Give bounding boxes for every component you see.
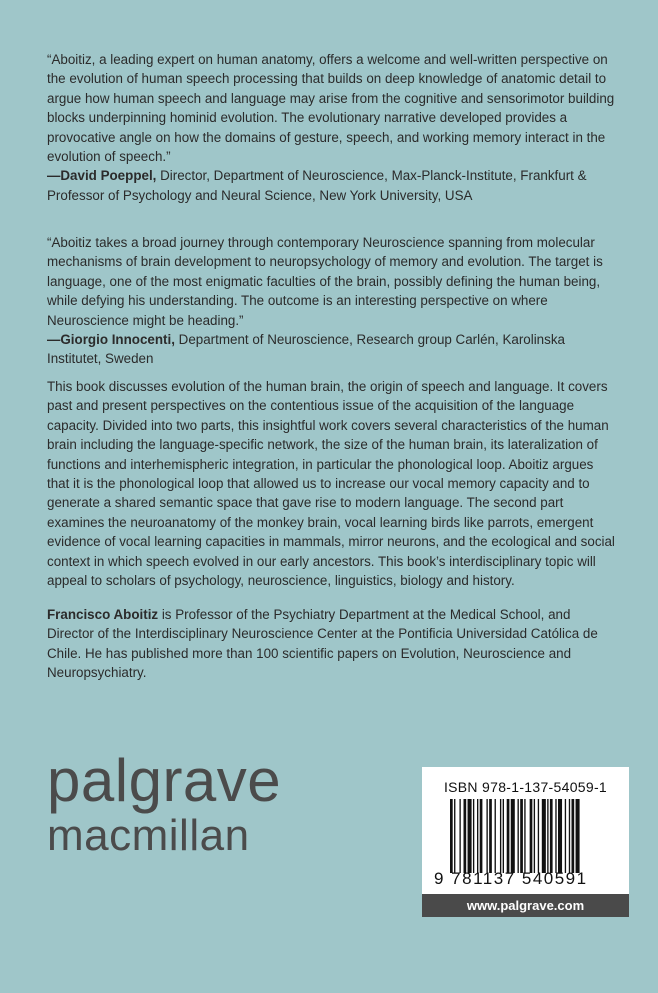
isbn-barcode: [422, 767, 629, 894]
barcode-stripe: [518, 799, 519, 873]
barcode-stripe: [480, 799, 483, 873]
barcode-stripe: [558, 799, 562, 873]
logo-line-macmillan: macmillan: [47, 811, 250, 860]
barcode-stripe: [524, 799, 525, 873]
barcode-stripe: [486, 799, 487, 873]
barcode-stripe: [569, 799, 570, 873]
endorsement-quote-2: [47, 233, 619, 369]
barcode-stripe: [473, 799, 474, 873]
barcode-stripe: [464, 799, 467, 873]
publisher-website: www.palgrave.com: [422, 894, 629, 917]
barcode-stripe: [542, 799, 546, 873]
quote-text: “Aboitiz takes a broad journey through contemporary Neuroscience spanning from molecular mechanisms of brain development to neuropsychology of memory and evolution. The target is language, one of the most enigmatic faculties of the brain, possibly defining the human being, while defying his understanding. The outcome is an interesting perspective on where Neuroscience might be heading.”: [47, 235, 603, 328]
logo-line-palgrave: palgrave: [47, 747, 282, 814]
author-bio: [47, 605, 619, 683]
attribution-details: Department of Neuroscience, Research group Carlén, Karolinska Institutet, Sweden: [47, 332, 565, 367]
author-bio-details: is Professor of the Psychiatry Department at the Medical School, and Director of the Interdisciplinary Neuroscience Center at the Pontificia Universidad Católica de Chile. He has published more than 100 scientific papers on Evolution, Neuroscience and Neuropsychiatry.: [47, 607, 598, 681]
barcode-stripe: [520, 799, 523, 873]
barcode-stripe: [468, 799, 472, 873]
barcode-stripe: [503, 799, 504, 873]
barcode-stripe: [495, 799, 496, 873]
barcode-stripe: [459, 799, 460, 873]
barcode-stripe: [477, 799, 478, 873]
barcode-stripe: [489, 799, 492, 873]
barcode-stripe: [550, 799, 553, 873]
barcode-stripe: [534, 799, 535, 873]
endorsement-quote-1: [47, 50, 619, 205]
barcode-stripe: [450, 799, 453, 873]
barcode-stripe: [555, 799, 556, 873]
quote-attribution: [47, 166, 619, 205]
book-description: [47, 377, 619, 590]
barcode-bars: [450, 799, 620, 873]
publisher-logo: [47, 747, 282, 860]
barcode-stripe: [572, 799, 575, 873]
barcode-digits: 9 781137 540591: [434, 869, 588, 888]
barcode-stripe: [507, 799, 510, 873]
isbn-label: ISBN 978-1-137-54059-1: [443, 779, 608, 795]
attribution-details: Director, Department of Neuroscience, Max-Planck-Institute, Frankfurt & Professor of Psychology and Neural Science, New York University, USA: [47, 168, 587, 203]
barcode-stripe: [547, 799, 548, 873]
attribution-name: —David Poeppel,: [47, 168, 157, 184]
author-name: Francisco Aboitiz: [47, 607, 159, 622]
barcode-stripe: [530, 799, 533, 873]
description-text: This book discusses evolution of the human brain, the origin of speech and language. It covers past and present perspectives on the contentious issue of the acquisition of the language capacity. Divided into two parts, this insightful work covers several characteristics of the human brain including the language-specific network, the size of the human brain, its lateralization of functions and interhemispheric integration, in particular the phonological loop. Aboitiz argues that it is the phonological loop that allowed us to increase our vocal memory capacity and to generate a shared semantic space that gave rise to modern language. The second part examines the neuroanatomy of the monkey brain, vocal learning birds like parrots, emergent evidence of vocal learning capacities in mammals, mirror neurons, and the ecological and social context in which speech evolved in our early ancestors. This book’s interdisciplinary topic will appeal to scholars of psychology, neuroscience, linguistics, biology and history.: [47, 379, 615, 589]
quote-attribution: [47, 330, 619, 369]
author-bio-text: [47, 605, 619, 683]
barcode-stripe: [500, 799, 501, 873]
barcode-stripe: [454, 799, 455, 873]
barcode-stripe: [576, 799, 580, 873]
quote-text: “Aboitiz, a leading expert on human anatomy, offers a welcome and well-written perspective on the evolution of human speech processing that builds on deep knowledge of anatomic detail to argue how human speech and language may arise from the cognitive and sensorimotor building blocks underpinning hominid evolution. The evolutionary narrative developed provides a provocative angle on how the domains of gesture, speech, and working memory interact in the evolution of speech.”: [47, 52, 615, 165]
attribution-name: —Giorgio Innocenti,: [47, 332, 175, 348]
barcode-stripe: [538, 799, 539, 873]
barcode-stripe: [565, 799, 566, 873]
barcode-stripe: [511, 799, 515, 873]
